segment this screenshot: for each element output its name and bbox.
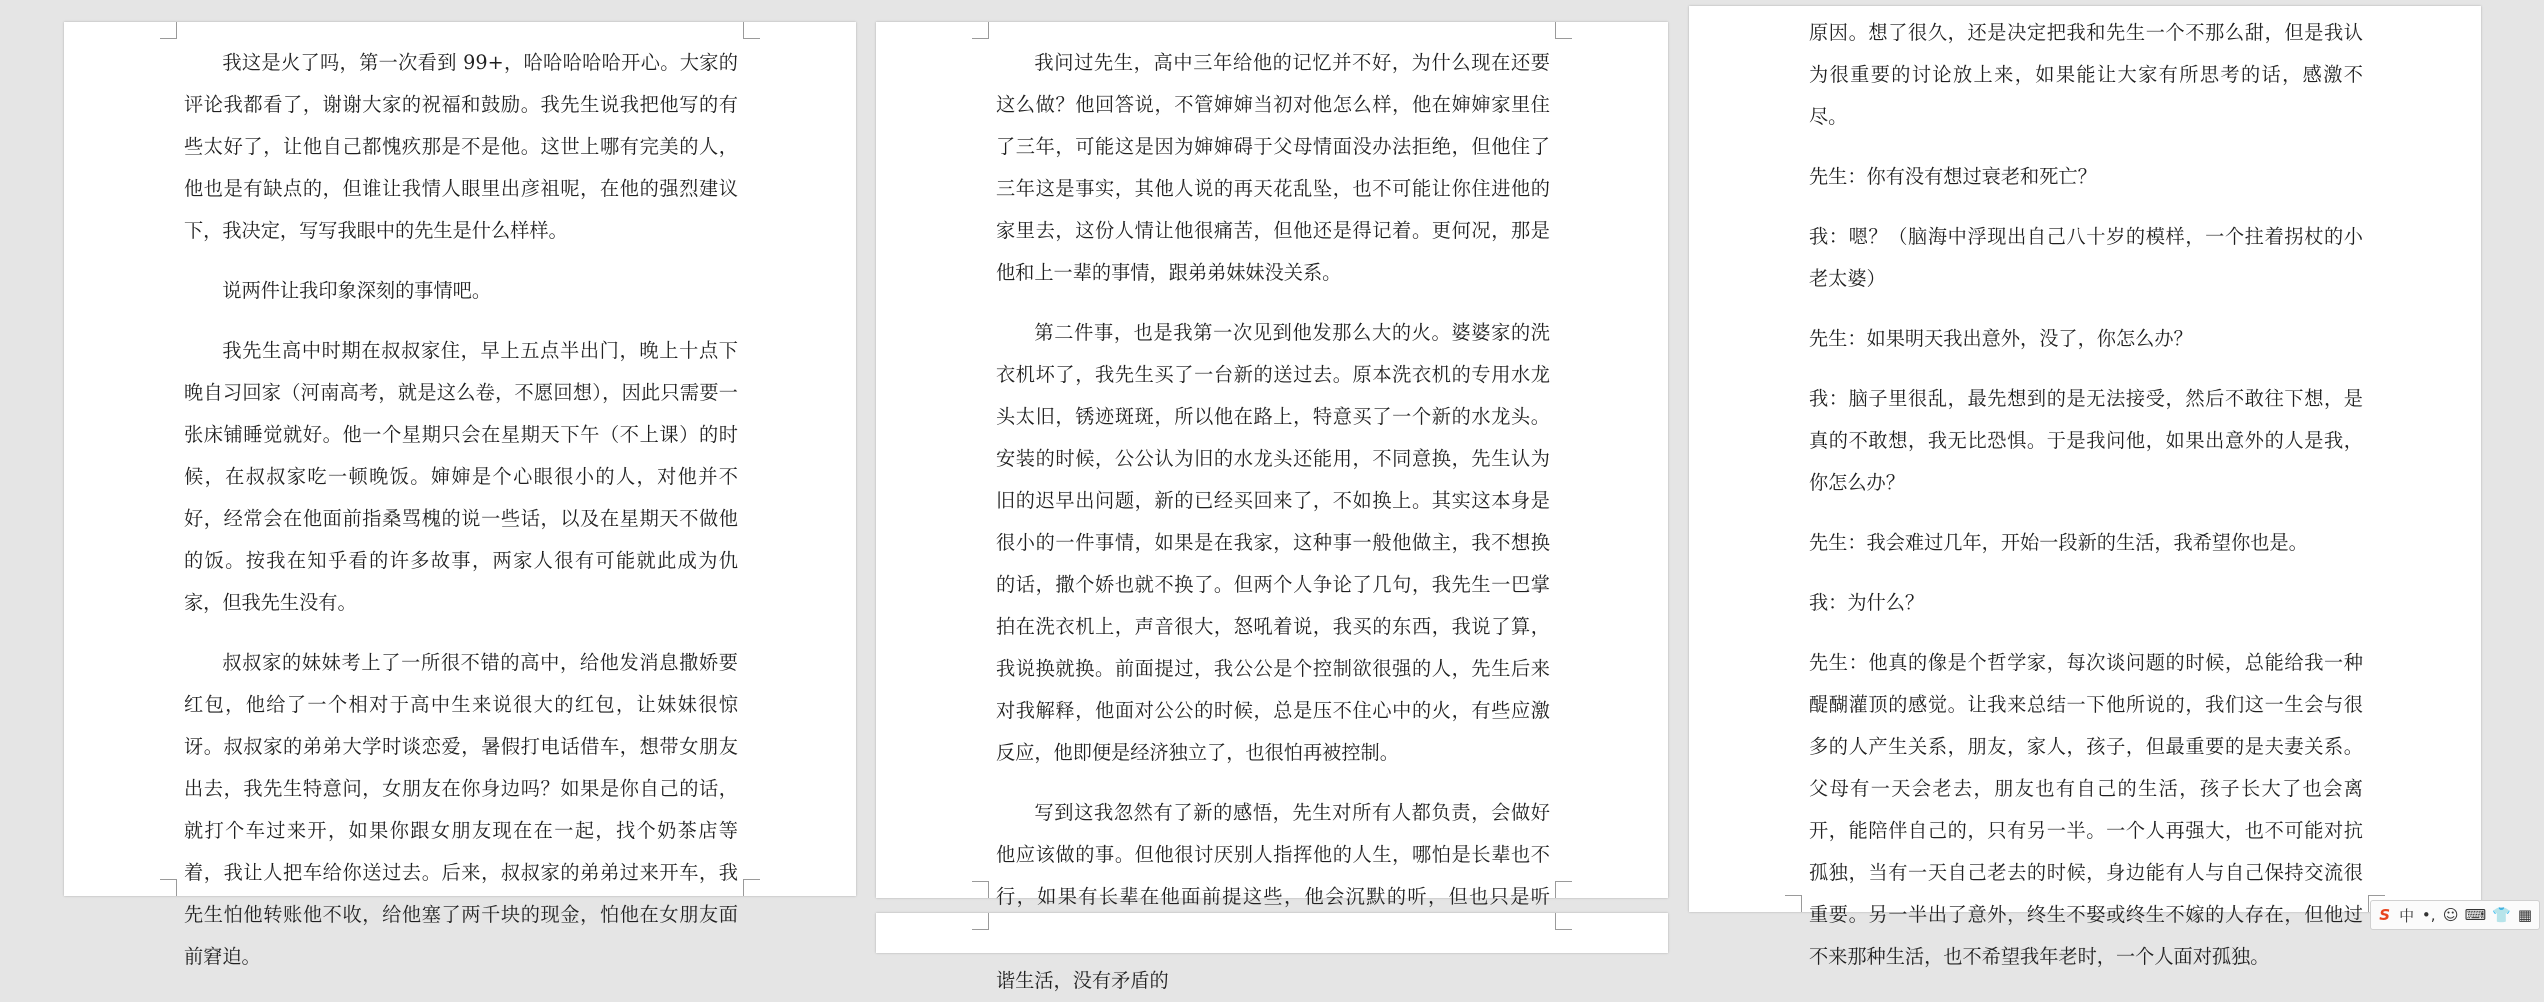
paragraph[interactable]: 我先生高中时期在叔叔家住，早上五点半出门，晚上十点下晚自习回家（河南高考，就是这么卷，不愿回想），因此只需要一张床铺睡觉就好。他一个星期只会在星期天下午（不上课）的时候，在叔叔家吃一顿晚饭。婶婶是个心眼很小的人，对他并不好，经常会在他面前指桑骂槐的说一些话，以及在星期天不做他的饭。按我在知乎看的许多故事，两家人很有可能就此成为仇家，但我先生没有。: [184, 339, 738, 614]
ime-toolbar[interactable]: [2370, 900, 2540, 930]
crop-mark: [1555, 22, 1572, 39]
emoji-icon[interactable]: ☺: [2442, 906, 2459, 924]
crop-mark: [1555, 881, 1572, 898]
sogou-logo-icon[interactable]: S: [2379, 906, 2391, 924]
document-page-3: [1689, 6, 2481, 968]
document-page-2: [876, 22, 1668, 992]
paragraph[interactable]: 先生：如果明天我出意外，没了，你怎么办？: [1809, 327, 2193, 350]
crop-mark: [1785, 895, 1802, 912]
document-page-1: [64, 22, 856, 968]
crop-mark: [160, 22, 177, 39]
crop-mark: [160, 879, 177, 896]
toolbox-grid-icon[interactable]: ▦: [2517, 906, 2533, 924]
crop-mark: [972, 913, 989, 930]
paragraph[interactable]: 第二件事，也是我第一次见到他发那么大的火。婆婆家的洗衣机坏了，我先生买了一台新的送过去。原本洗衣机的专用水龙头太旧，锈迹斑斑，所以他在路上，特意买了一个新的水龙头。安装的时候，公公认为旧的水龙头还能用，不同意换，先生认为旧的迟早出问题，新的已经买回来了，不如换上。其实这本身是很小的一件事情，如果是在我家，这种事一般他做主，我不想换的话，撒个娇也就不换了。但两个人争论了几句，我先生一巴掌拍在洗衣机上，声音很大，怒吼着说，我买的东西，我说了算，我说换就换。前面提过，我公公是个控制欲很强的人，先生后来对我解释，他面对公公的时候，总是压不住心中的火，有些应激反应，他即便是经济独立了，也很怕再被控制。: [996, 321, 1550, 764]
paragraph[interactable]: 我：嗯？（脑海中浮现出自己八十岁的模样，一个拄着拐杖的小老太婆）: [1809, 225, 2363, 290]
paragraph[interactable]: 原因。想了很久，还是决定把我和先生一个不那么甜，但是我认为很重要的讨论放上来，如果能让大家有所思考的话，感激不尽。: [1809, 21, 2363, 128]
paragraph[interactable]: 我：脑子里很乱，最先想到的是无法接受，然后不敢往下想，是真的不敢想，我无比恐惧。于是我问他，如果出意外的人是我，你怎么办？: [1809, 387, 2363, 494]
crop-mark: [972, 881, 989, 898]
paragraph[interactable]: 先生：你有没有想过衰老和死亡？: [1809, 165, 2097, 188]
language-toggle-button[interactable]: 中: [2399, 906, 2415, 925]
paragraph[interactable]: 写到这我忽然有了新的感悟，先生对所有人都负责，会做好他应该做的事。但他很讨厌别人指挥他的人生，哪怕是长辈也不行，如果有长辈在他面前提这些，他会沉默的听，但也只是听 谐生活，没有矛盾的: [996, 801, 1550, 992]
crop-mark: [743, 879, 760, 896]
paragraph[interactable]: 我：为什么？: [1809, 591, 1925, 614]
skin-icon[interactable]: 👕: [2492, 906, 2511, 924]
paragraph[interactable]: 叔叔家的妹妹考上了一所很不错的高中，给他发消息撒娇要红包，他给了一个相对于高中生来说很大的红包，让妹妹很惊讶。叔叔家的弟弟大学时谈恋爱，暑假打电话借车，想带女朋友出去，我先生特意问，女朋友在你身边吗？如果是你自己的话，就打个车过来开，如果你跟女朋友现在在一起，找个奶茶店等着，我让人把车给你送过去。后来，叔叔家的弟弟过来开车，我先生怕他转账他不收，给他塞了两千块的现金，怕他在女朋友面前窘迫。: [184, 651, 738, 968]
crop-mark: [1555, 913, 1572, 930]
paragraph[interactable]: 先生：我会难过几年，开始一段新的生活，我希望你也是。: [1809, 531, 2308, 554]
paragraph[interactable]: 我这是火了吗，第一次看到 99+，哈哈哈哈哈开心。大家的评论我都看了，谢谢大家的祝福和鼓励。我先生说我把他写的有些太好了，让他自己都愧疚那是不是他。这世上哪有完美的人，他也是有缺点的，但谁让我情人眼里出彦祖呢，在他的强烈建议下，我决定，写写我眼中的先生是什么样样。: [184, 51, 738, 242]
paragraph[interactable]: 先生：他真的像是个哲学家，每次谈问题的时候，总能给我一种醍醐灌顶的感觉。让我来总结一下他所说的，我们这一生会与很多的人产生关系，朋友，家人，孩子，但最重要的是夫妻关系。父母有一天会老去，朋友也有自己的生活，孩子长大了也会离开，能陪伴自己的，只有另一半。一个人再强大，也不可能对抗孤独，当有一天自己老去的时候，身边能有人与自己保持交流很重要。另一半出了意外，终生不娶或终生不嫁的人存在，但他过不来那种生活，也不希望我年老时，一个人面对孤独。: [1809, 651, 2363, 968]
document-page-4: [876, 913, 1668, 953]
crop-mark: [972, 22, 989, 39]
keyboard-icon[interactable]: ⌨: [2464, 906, 2487, 924]
paragraph[interactable]: 我问过先生，高中三年给他的记忆并不好，为什么现在还要这么做？他回答说，不管婶婶当初对他怎么样，他在婶婶家里住了三年，可能这是因为婶婶碍于父母情面没办法拒绝，但他住了三年这是事实，其他人说的再天花乱坠，也不可能让你住进他的家里去，这份人情让他很痛苦，但他还是得记着。更何况，那是他和上一辈的事情，跟弟弟妹妹没关系。: [996, 51, 1550, 284]
punctuation-toggle-icon[interactable]: •,: [2421, 906, 2436, 924]
crop-mark: [743, 22, 760, 39]
paragraph[interactable]: 说两件让我印象深刻的事情吧。: [222, 279, 492, 302]
